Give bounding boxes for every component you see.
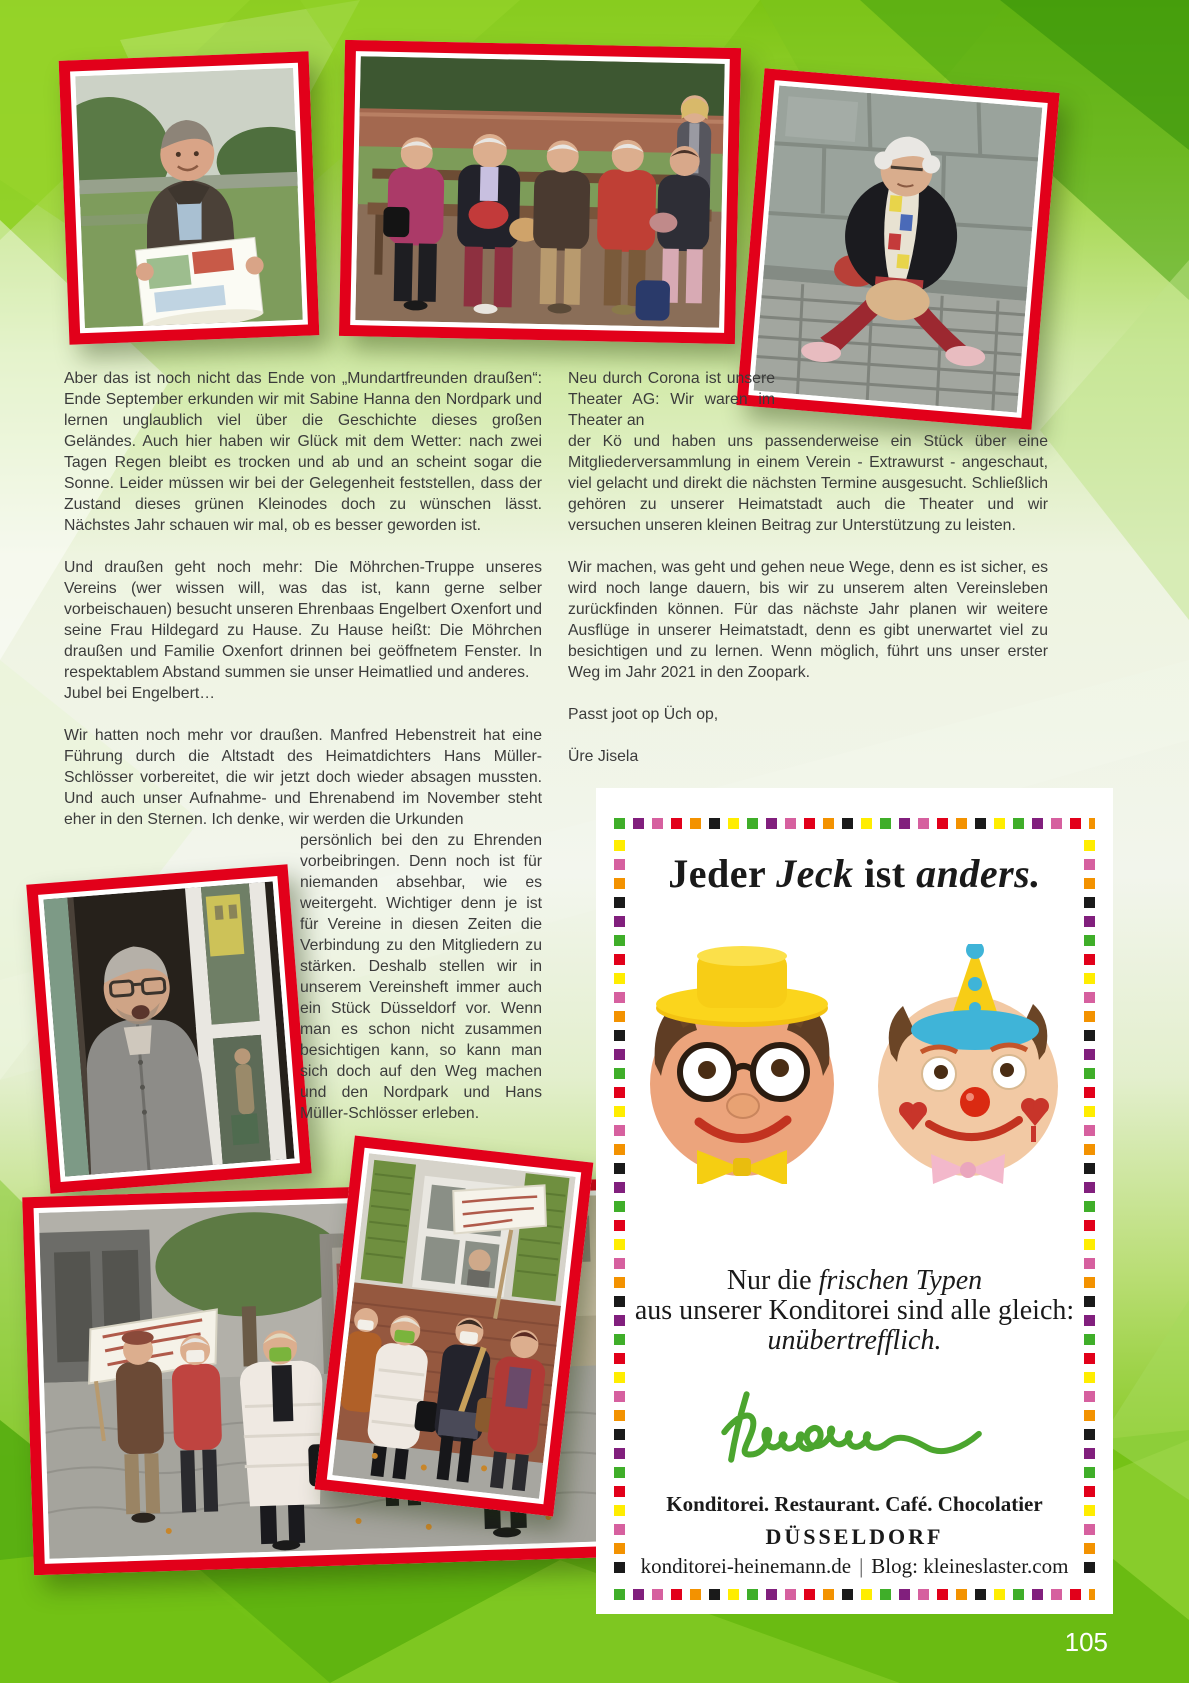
paragraph-moehrchen: Und draußen geht noch mehr: Die Möhrchen-Truppe unseres Vereins (wer wissen will, was das ist, kann gerne selber vorbeischauen) besucht unseren Ehrenbaas Engelbert Oxenfort und seine Frau Hildegard zu Hause. Zu Hause heißt: Die Möhrchen draußen und Familie Oxenfort drinnen bei geöffnetem Fenster. In respektablem Abstand summen sie unser Heimatlied und anderes. xyxy=(64,559,542,681)
paragraph-jubel: Jubel bei Engelbert… xyxy=(64,685,216,702)
ad-headline-word-italic: Jeck xyxy=(776,851,854,896)
heinemann-signature xyxy=(596,1384,1113,1470)
page-number: 105 xyxy=(1064,1627,1108,1657)
paragraph-absagen-narrow: persönlich bei den zu Ehrenden vorbeibringen. Denn noch ist für niemanden absehbar, wie es weitergeht. Wichtiger denn je ist für Vereine in diesen Zeiten die Verbindung zu den Mitgliedern zu stärken. Deshalb stellen wir in unserem Vereinsheft immer auch ein Stück Düsseldorf vor. Wenn man es schon nicht zusammen besichtigen kann, so kann man sich doch auf den Weg machen und den Nordpark und Hans Müller-Schlösser erleben. xyxy=(300,832,542,1122)
ad-website-url: konditorei-heinemann.de xyxy=(640,1554,852,1578)
article-right-column xyxy=(568,368,1048,788)
photo-group-green-shutters xyxy=(315,1136,594,1517)
paragraph-nordpark: Aber das ist noch nicht das Ende von „Mundartfreunden draußen“: Ende September erkunden wir mit Sabine Hanna den Nordpark und lernen unglaublich viel über die Geschichte dieses großen Geländes. Auch hier haben wir Glück mit dem Wetter: nach zwei Tagen Regen bleibt es trocken und ab und an scheint sogar die Sonne. Leider müssen wir bei der Gelegenheit feststellen, dass der Zustand dieses grünen Kleinodes doch zu wünschen lässt. Nächstes Jahr schauen wir mal, ob es besser geworden ist. xyxy=(64,370,542,534)
marzipan-face-with-hat xyxy=(637,944,847,1184)
ad-website-separator: | xyxy=(859,1554,864,1578)
ad-services-line: Konditorei. Restaurant. Café. Chocolatier xyxy=(666,1492,1043,1516)
article-left-column xyxy=(64,368,542,1124)
ad-tagline-line-2: aus unserer Konditorei sind alle gleich: xyxy=(634,1295,1075,1326)
signoff-line-2: Üre Jisela xyxy=(568,748,639,765)
ad-blog-url: Blog: kleineslaster.com xyxy=(871,1554,1069,1578)
ad-headline-word: Jeder xyxy=(668,851,777,896)
paragraph-neue-wege: Wir machen, was geht und gehen neue Wege, denn es ist sicher, es wird noch lange dauern, bis wir zu unserem alten Vereinsleben zurückfinden können. Für das nächste Jahr planen wir weitere Ausflüge in unserer Heimatstadt, denn es gibt unerwartet viel zu besichtigen und zu lernen. Wenn möglich, führt uns unser erster Weg im Jahr 2021 in den Zoopark. xyxy=(568,559,1048,681)
confetti-border-bottom xyxy=(614,1589,1095,1600)
signoff-line-1: Passt joot op Üch op, xyxy=(568,706,719,723)
paragraph-absagen-wide: Wir hatten noch mehr vor draußen. Manfred Hebenstreit hat eine Führung durch die Altstadt des Heimatdichters Hans Müller-Schlösser vorbereitet, die wir jetzt doch wieder absagen mussten. Und auch unser Aufnahme- und Ehrenabend im November steht eher in den Sternen. Ich denke, wir werden die Urkunden xyxy=(64,727,542,828)
ad-headline-word: ist xyxy=(853,851,917,896)
ad-headline xyxy=(596,850,1113,897)
ad-tagline xyxy=(596,1266,1113,1356)
confetti-border-top xyxy=(614,818,1095,829)
ad-tagline-line-1: Nur die frischen Typen xyxy=(726,1265,983,1296)
ad-headline-word-italic: anders. xyxy=(916,851,1041,896)
marzipan-faces xyxy=(596,944,1113,1184)
ad-website-line xyxy=(596,1554,1113,1579)
ad-tagline-line-3: unübertrefflich. xyxy=(767,1325,942,1356)
ad-city: DÜSSELDORF xyxy=(765,1524,944,1549)
heinemann-advertisement xyxy=(596,788,1113,1614)
paragraph-theater-wide: der Kö und haben uns passenderweise ein Stück über eine Mitgliederversammlung in einem Verein - Extrawurst - angeschaut, viel gelacht und direkt die nächsten Termine ausgesucht. Schließlich gehören zu unserer Heimatstadt auch die Theater und wir versuchen unseren kleinen Beitrag zur Unterstützung zu leisten. xyxy=(568,433,1048,534)
marzipan-clown-face xyxy=(863,944,1073,1184)
photo-man-with-park-map xyxy=(59,51,320,344)
paragraph-theater-narrow: Neu durch Corona ist unsere Theater AG: Wir waren im Theater an xyxy=(568,370,775,429)
photo-group-on-bench xyxy=(339,40,741,344)
